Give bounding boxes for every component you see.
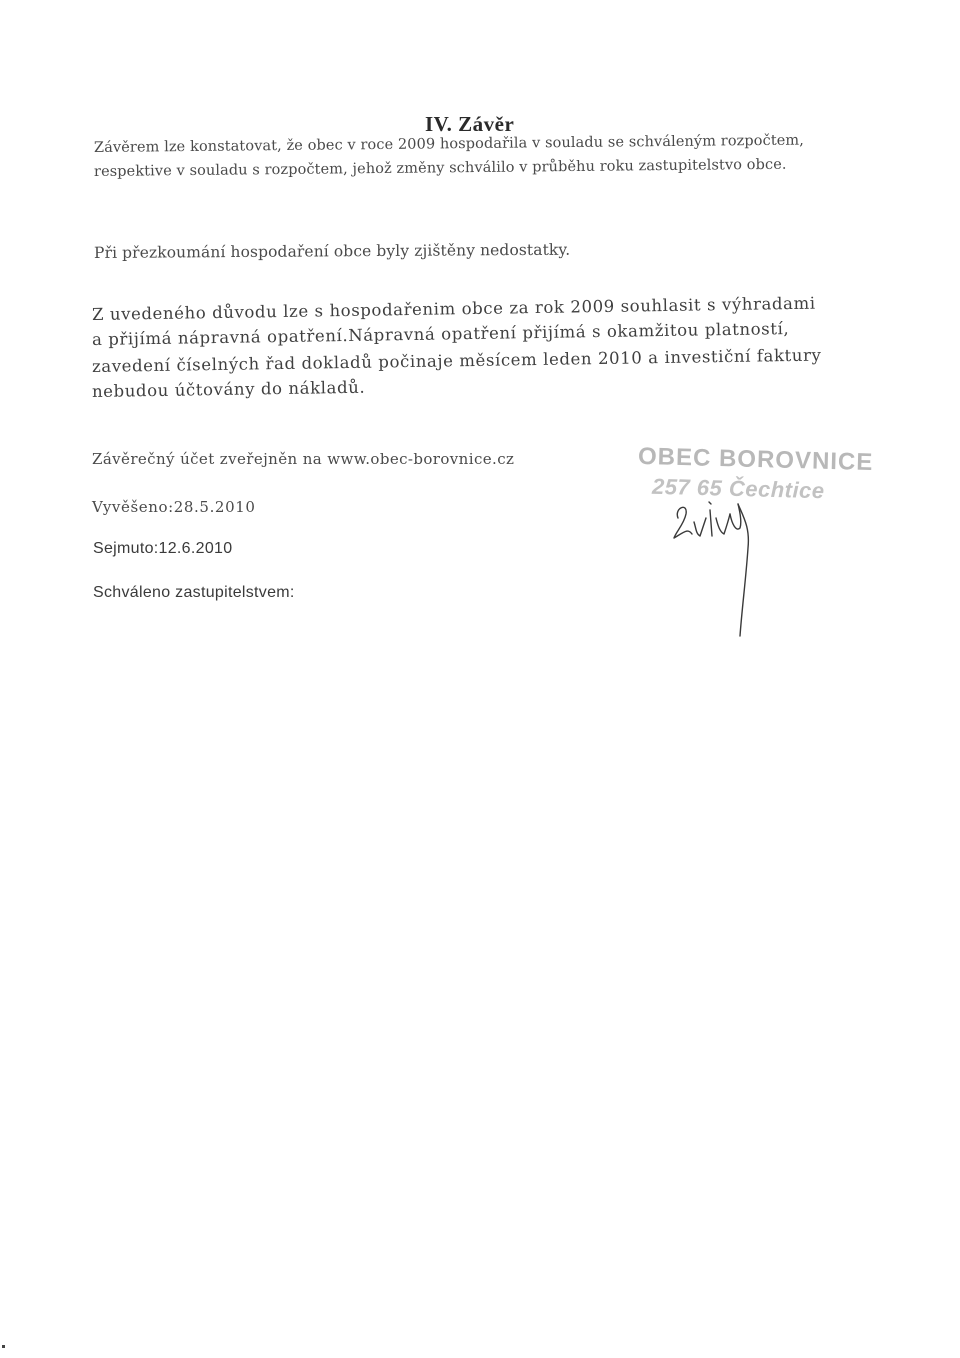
section-heading: IV. Závěr — [425, 112, 515, 136]
municipal-stamp — [630, 440, 874, 610]
approved-label: Schváleno zastupitelstvem: — [93, 584, 295, 601]
paragraph3-line4: nebudou účtovány do nákladů. — [91, 377, 366, 401]
stamp-line2: 257 65 Čechtice — [651, 473, 825, 504]
scan-speck — [2, 1345, 5, 1348]
handwritten-signature — [666, 488, 776, 638]
removed-date: Sejmuto:12.6.2010 — [93, 540, 233, 557]
paragraph2: Při přezkoumání hospodaření obce byly zjištěny nedostatky. — [93, 240, 571, 262]
paragraph3-line1: Z uvedeného důvodu lze s hospodařenim obce za rok 2009 souhlasit s výhradami — [91, 293, 816, 324]
paragraph1-line2: respektive v souladu s rozpočtem, jehož změny schválilo v průběhu roku zastupitelstvo obce. — [93, 156, 787, 180]
published-note: Závěrečný účet zveřejněn na www.obec-borovnice.cz — [92, 450, 515, 468]
paragraph3-line3: zavedení číselných řad dokladů počinaje měsícem leden 2010 a investiční faktury — [91, 345, 822, 376]
paragraph1-line1: Závěrem lze konstatovat, že obec v roce 2009 hospodařila v souladu se schváleným rozpočtem, — [93, 132, 805, 156]
posted-date: Vyvěšeno:28.5.2010 — [92, 498, 256, 516]
stamp-line1: OBEC BOROVNICE — [637, 442, 874, 477]
paragraph3-line2: a přijímá nápravná opatření.Nápravná opatření přijímá s okamžitou platností, — [91, 319, 790, 349]
